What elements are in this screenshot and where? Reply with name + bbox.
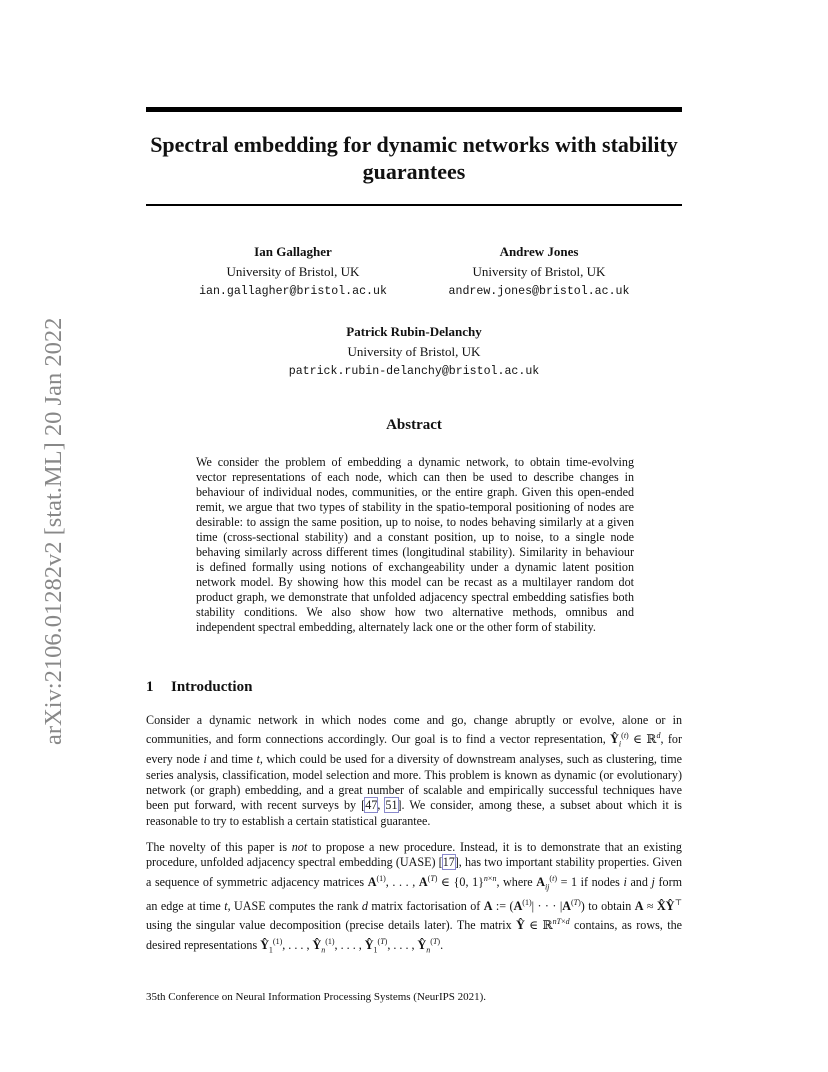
math-inline: $Ŷ_i^{(t)}$ ∈ ℝ$^d$ <box>610 731 661 749</box>
title-top-rule <box>146 107 682 112</box>
author-affiliation: University of Bristol, UK <box>347 344 481 359</box>
section-heading <box>146 679 252 696</box>
intro-paragraph-1: Consider a dynamic network in which nodes come and go, change abruptly or evolve, alone or in communities, and form connections accordingly. Our goal is to find a vector representation, $Ŷ_i^{(t)}$ ∈ ℝ$^d$, for every node i and time t, which could be used for a diversity of downstream analyses, such as clustering, time series analysis, classification, model selection and more. This problem is known as dynamic (or evolutionary) network (or graph) embedding, and a great number of scalable and empirically successful techniques have been put forward, with recent surveys by [47, 51]. We consider, among these, a subset about which it is reasonable to try to establish a certain statistical guarantee. <box>146 713 683 828</box>
citation-link[interactable]: 51 <box>385 798 398 813</box>
citation-link[interactable]: 17 <box>442 855 455 870</box>
author-email[interactable]: ian.gallagher@bristol.ac.uk <box>199 285 387 298</box>
math-inline: A := ($A^{(1)}|$ · · · $|A^{(T)}$) <box>483 897 585 913</box>
abstract-heading: Abstract <box>386 417 442 433</box>
author-name: Andrew Jones <box>499 244 579 259</box>
math-inline: A ≈ X̂Ŷ⊤ <box>634 897 682 913</box>
conference-footnote: 35th Conference on Neural Information Processing Systems (NeurIPS 2021). <box>146 991 487 1003</box>
section-number: 1 <box>146 679 154 695</box>
author-affiliation: University of Bristol, UK <box>226 264 360 279</box>
arxiv-side-stamp: arXiv:2106.01282v2 [stat.ML] 20 Jan 2022 <box>40 317 67 745</box>
author-block <box>399 242 679 302</box>
author-email[interactable]: patrick.rubin-delanchy@bristol.ac.uk <box>288 365 540 378</box>
section-title: Introduction <box>171 679 253 695</box>
abstract-text: We consider the problem of embedding a dynamic network, to obtain time-evolving vector representations of each node, which can then be used to describe changes in behaviour of individual nodes, communities, or the entire graph. Given this open-ended remit, we argue that two types of stability in the spatio-temporal positioning of nodes are desirable: to assign the same position, up to noise, to nodes behaving similarly at a given time (cross-sectional stability) and a constant position, up to noise, to a single node behaving similarly across different times (longitudinal stability). Similarity in behaviour is defined formally using notions of exchangeability under a dynamic latent position network model. By showing how this model can be recast as a multilayer random dot product graph, we demonstrate that unfolded adjacency spectral embedding satisfies both stability conditions. We also show how two alternative methods, omnibus and independent spectral embedding, alternately lack one or the other form of stability. <box>196 455 634 634</box>
author-email[interactable]: andrew.jones@bristol.ac.uk <box>448 285 630 298</box>
paper-title: Spectral embedding for dynamic networks with stability guarantees <box>150 132 678 184</box>
title-bottom-rule <box>146 204 682 206</box>
math-inline: $A^{(1)}$, . . . , $A^{(T)}$ ∈ {0, 1}$^{n\times n}$ <box>367 873 497 889</box>
author-block <box>274 322 554 382</box>
author-name: Patrick Rubin-Delanchy <box>346 324 482 339</box>
author-name: Ian Gallagher <box>254 244 332 259</box>
citation-link[interactable]: 47 <box>365 798 378 813</box>
intro-paragraph-2: The novelty of this paper is not to propose a new procedure. Instead, it is to demonstrate that an existing procedure, unfolded adjacency spectral embedding (UASE) [17], has two important stability properties. Given a sequence of symmetric adjacency matrices $A^{(1)}$, . . . , $A^{(T)}$ ∈ {0, 1}$^{n\times n}$, where $A_{ij}^{(t)} = 1$ if nodes i and j form an edge at time t, UASE computes the rank d matrix factorisation of A := ($A^{(1)}|$ · · · $|A^{(T)}$) to obtain A ≈ X̂Ŷ⊤ using the singular value decomposition (precise details later). The matrix Ŷ ∈ ℝ$^{nT\times d}$ contains, as rows, the desired representations $Ŷ_1^{(1)}$, . . . , $Ŷ_n^{(1)}$, . . . , $Ŷ_1^{(T)}$, . . . , $Ŷ_n^{(T)}$. <box>146 840 682 954</box>
author-affiliation: University of Bristol, UK <box>472 264 606 279</box>
math-inline: $A_{ij}^{(t)}$ <box>536 873 557 892</box>
math-inline: $Ŷ_1^{(1)}$, . . . , $Ŷ_n^{(1)}$, . . . , $Ŷ_1^{(T)}$, . . . , $Ŷ_n^{(T)}$. <box>260 936 444 954</box>
math-inline: Ŷ ∈ ℝ$^{nT\times d}$ <box>516 917 570 933</box>
author-block <box>153 242 433 302</box>
